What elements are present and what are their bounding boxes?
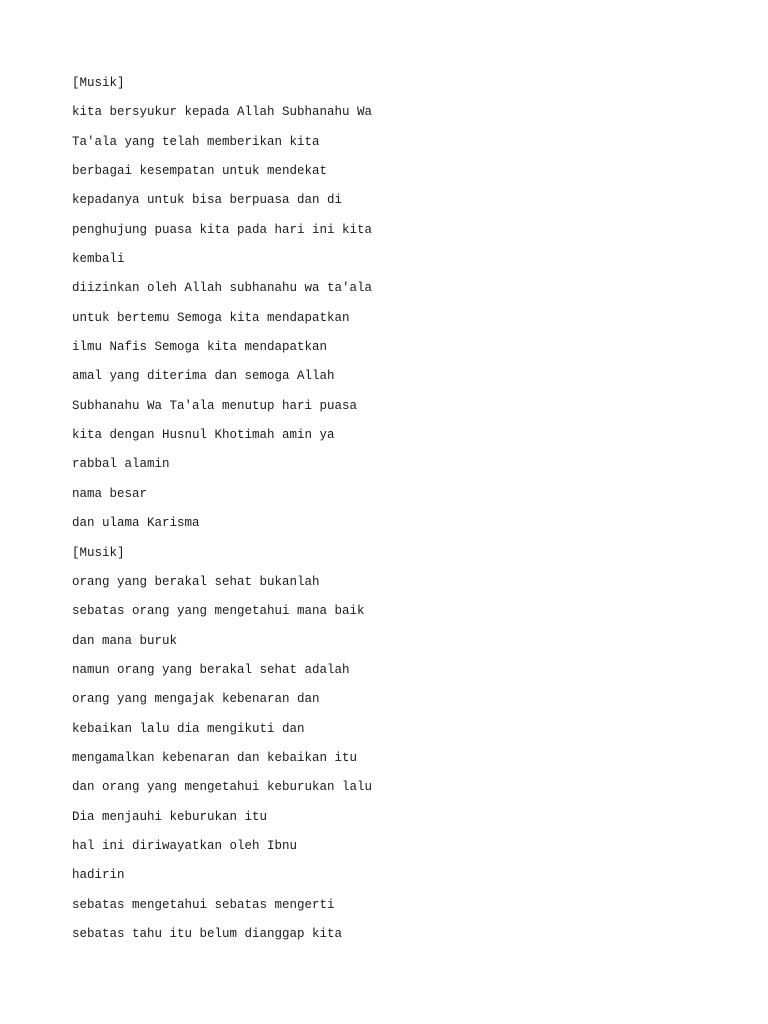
transcript-line: rabbal alamin: [72, 457, 170, 472]
transcript-line: kebaikan lalu dia mengikuti dan: [72, 721, 305, 736]
transcript-line: orang yang mengajak kebenaran dan: [72, 692, 320, 707]
transcript-line: [Musik]: [72, 545, 125, 560]
transcript-line: hal ini diriwayatkan oleh Ibnu: [72, 838, 298, 853]
transcript-line: amal yang diterima dan semoga Allah: [72, 369, 335, 384]
transcript-line: dan orang yang mengetahui keburukan lalu: [72, 780, 373, 795]
transcript-line: kita dengan Husnul Khotimah amin ya: [72, 428, 335, 443]
transcript-line: ilmu Nafis Semoga kita mendapatkan: [72, 340, 328, 355]
transcript-line: berbagai kesempatan untuk mendekat: [72, 164, 328, 179]
transcript-line: mengamalkan kebenaran dan kebaikan itu: [72, 750, 358, 765]
transcript-line: diizinkan oleh Allah subhanahu wa ta'ala: [72, 281, 373, 296]
transcript-line: orang yang berakal sehat bukanlah: [72, 574, 320, 589]
transcript-line: kepadanya untuk bisa berpuasa dan di: [72, 193, 343, 208]
transcript-line: penghujung puasa kita pada hari ini kita: [72, 222, 373, 237]
transcript-line: Subhanahu Wa Ta'ala menutup hari puasa: [72, 398, 358, 413]
transcript-line: sebatas orang yang mengetahui mana baik: [72, 604, 365, 619]
transcript-line: namun orang yang berakal sehat adalah: [72, 662, 350, 677]
transcript-line: [Musik]: [72, 76, 125, 90]
transcript-line: kembali: [72, 252, 125, 267]
transcript-line: sebatas tahu itu belum dianggap kita: [72, 926, 343, 941]
transcript-line: untuk bertemu Semoga kita mendapatkan: [72, 310, 350, 325]
transcript-line: sebatas mengetahui sebatas mengerti: [72, 897, 335, 912]
transcript-line: hadirin: [72, 868, 125, 883]
transcript-line: dan ulama Karisma: [72, 516, 200, 531]
transcript-line: Ta'ala yang telah memberikan kita: [72, 134, 320, 149]
transcript-line: nama besar: [72, 486, 148, 501]
transcript-line: kita bersyukur kepada Allah Subhanahu Wa: [72, 105, 373, 120]
transcript-line: dan mana buruk: [72, 633, 178, 648]
transcript-text: [72, 69, 712, 949]
transcript-line: Dia menjauhi keburukan itu: [72, 809, 268, 824]
